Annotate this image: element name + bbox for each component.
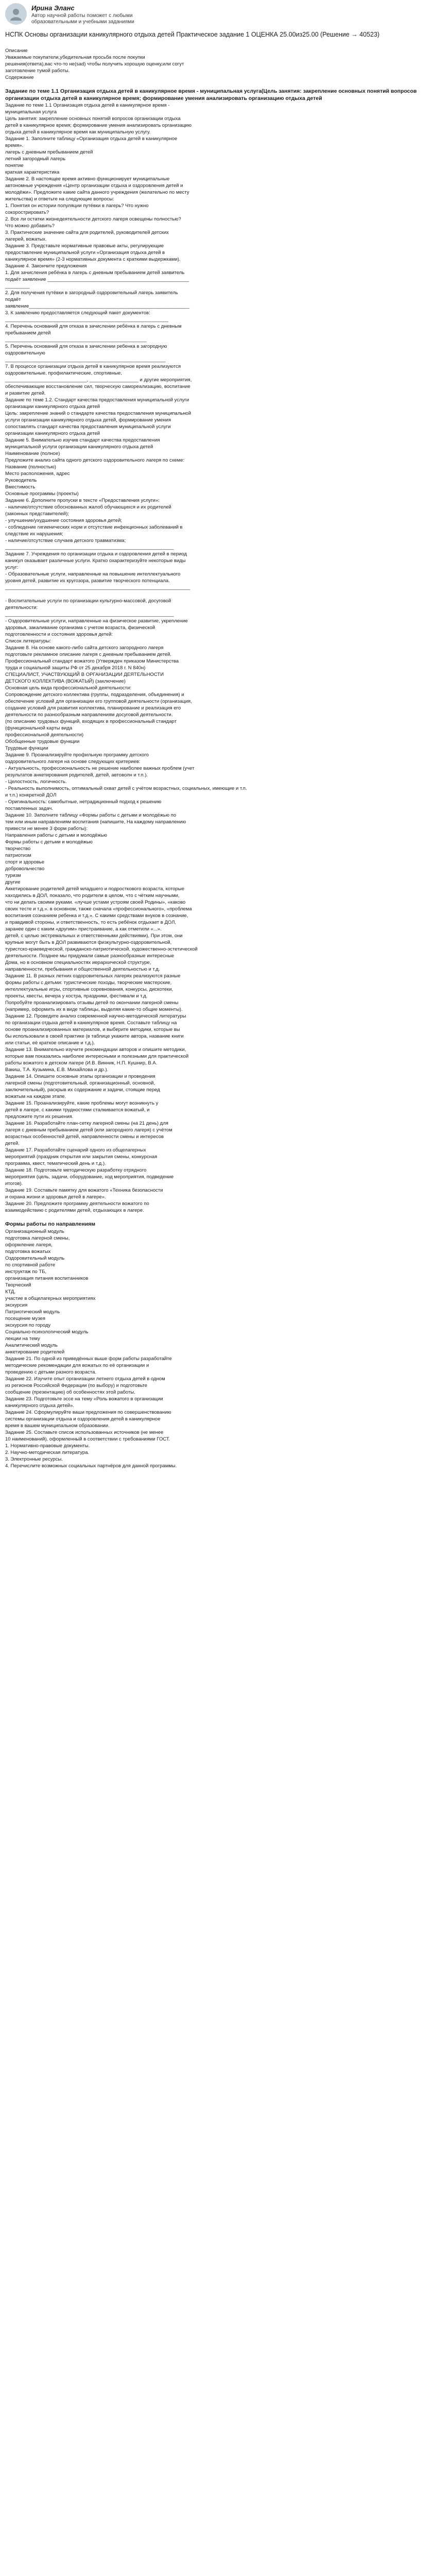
author-name[interactable]: Ирина Эланс	[31, 4, 75, 12]
author-header	[5, 0, 431, 29]
section-heading-1: Задание по теме 1.1 Организация отдыха детей в каникулярное время - муниципальная услуга(Цель занятия: закрепление основных понятий вопросов организации отдыха детей в каникулярное время; формирование умения анализировать организацию отдыха детей	[5, 88, 417, 101]
author-tagline: Автор научной работы поможет с любыми образовательными и учебными заданиями	[31, 13, 134, 25]
modules-paragraph: Организационный модуль подготовка лагерной смены, оформление лагеря, подготовка вожатых Оздоровительный модуль по спортивной работе инструктаж по ТБ, организация питания воспитанников Творческий КТД, участие в общелагерных мероприятиях экскурсия Патриотический модуль посещение музея экскурсия по городу Социально-психологический модуль лекции на тему Аналитический модуль анкетирование родителей Задание 21. По одной из приведённых выше форм работы разработайте методические рекомендации для вожатых по её организации и проведению с детьми разного возраста. Задание 22. Изучите опыт организации летнего отдыха детей в одном из регионов Российской Федерации (по выбору) и подготовьте сообщение (презентацию) об особенностях этой работы. Задание 23. Подготовьте эссе на тему «Роль вожатого в организации каникулярного отдыха детей». Задание 24. Сформулируйте ваши предложения по совершенствованию системы организации отдыха и оздоровления детей в каникулярное время в вашем муниципальном образовании. Задание 25. Составьте список использованных источников (не менее 10 наименований), оформленный в соответствии с требованиями ГОСТ. 1. Нормативно-правовые документы. 2. Научно-методическая литература. 3. Электронные ресурсы. 4. Перечислите возможных социальных партнёров для данной программы.	[5, 1228, 177, 1469]
document-title: НСПК Основы организации каникулярного отдыха детей Практическое задание 1 ОЦЕНКА 25.00из25.00 (Решение → 40523)	[5, 31, 380, 38]
tasks-paragraph: Задание по теме 1.1 Организация отдыха детей в каникулярное время - муниципальная услуга Цель занятия: закрепление основных понятий вопросов организации отдыха детей в каникулярное время; формирование умения анализировать организацию отдыха детей в каникулярное время как муниципальную услугу. Задание 1. Заполните таблицу «Организация отдыха детей в каникулярное время». лагерь с дневным пребыванием детей летний загородный лагерь понятие краткая характеристика Задание 2. В настоящее время активно функционирует муниципальные автономные учреждения «Центр организации отдыха и оздоровления детей и молодёжи». Предложите какие сайта данного учреждения (желательно по месту жительства) и ответьте на следующие вопросы: 1. Понятия он истории популяции путёвки в лагерь? Что нужно сокорострировать? 2. Все ли остатки жизнедеятельности детского лагеря освещены полностью? Что можно добавить? 3. Практические значение сайта для родителей, руководителей детских лагерей, вожатых. Задание 3. Представьте нормативные правовые акты, регулирующие предоставление муниципальной услуги «Организация отдыха детей в каникулярное время» (2-3 нормативных документа с краткими выдержками). Задание 4. Закончите предложения 1. Для зачисления ребёнка в лагерь с дневным пребыванием детей заявитель подаёт заявление ____________________________________________________ _________ 2. Для получения путёвки в загородный оздоровительный лагерь заявитель подаёт заявление___________________________________________________________ 3. К заявлению предоставляется следующий пакет документов: ____________________________________________________________ 4. Перечень оснований для отказа в зачислении ребёнка в лагерь с дневным пребыванием детей ____________________________________________________ 5. Перечень оснований для отказа в зачислении ребенка в загородную оздоровительную ___________________________________________________________ 7. В процессе организации отдыха детей в каникулярное время реализуются оздоровительные, профилактические, спортивные, ______________________________, __________________ и другие мероприятия, обеспечивающие восстановление сил, творческую самореализацию, воспитание и развитие детей. Задание по теме 1.2. Стандарт качества предоставления муниципальной услуги организации каникулярного отдыха детей Цель: закрепление знаний о стандарте качества предоставления муниципальной услуги организации каникулярного отдыха детей, формирование умения сопоставлять стандарт качества предоставления муниципальной услуги организации каникулярного отдыха детей Задание 5. Внимательно изучив стандарт качества предоставления муниципальной услуги организации каникулярного отдыха детей Наименование (полное) Предложите анализ сайта одного детского оздоровительного лагеря по схеме: Название (полностью) Место расположения, адрес Руководитель Вместимость Основные программы (проекты) Задание 6. Дополните пропуски в тексте «Предоставления услуги»: - наличие/отсутствие обоснованных жалоб обучающихся и их родителей (законных представителей); - улучшение/ухудшение состояния здоровья детей; - соблюдение гигиенических норм и отсутствие инфекционных заболеваний в следствие их нарушения; - наличие/отсутствие случаев детского травматизма; ______________________________________________________________ Задание 7. Учреждения по организации отдыха и оздоровления детей в период каникул оказывает различные услуги. Кратко охарактеризуйте некоторые виды услуг: - Образовательные услуги, направленные на повышение интеллектуального уровня детей, развитие их кругозора, развитие творческого потенциала. ____________________________________________________________________ - Воспитательные услуги по организации культурно-массовой, досуговой деятельности: ______________________________________________________________ - Оздоровительные услуги, направленные на физическое развитие, укрепление здоровья, закаливание организма с учетом возраста, физической подготовленности и состояния здоровья детей: Список литературы: Задание 8. На основе какого-либо сайта детского загородного лагеря подготовьте рекламное описание лагеря с дневным пребыванием детей. Профессиональный стандарт вожатого (Утвержден приказом Министерства труда и социальной защиты РФ от 25 декабря 2018 г. N 840н) СПЕЦИАЛИСТ, УЧАСТВУЮЩИЙ В ОРГАНИЗАЦИИ ДЕЯТЕЛЬНОСТИ ДЕТСКОГО КОЛЛЕКТИВА (ВОЖАТЫЙ) (заключение) Основная цель вида профессиональной деятельности: Сопровождение детского коллектива (группы, подразделения, объединения) и обеспечение условий для организации его групповой деятельности (организация, создание условий для развития коллектива, планирование и реализация его деятельности по разнообразным направлениям досуговой деятельности. (по описанию трудовых функций, входящих в профессиональный стандарт (функциональной карты вида профессиональной деятельности) Обобщенные трудовые функции Трудовые функции Задание 9. Проанализируйте профильную программу детского оздоровительного лагеря на основе следующих критериев: - Актуальность, профессиональность не решение наиболее важных проблем (учет результатов анкетирования родителей, детей, автоволн и т.п.). - Целостность, логичность. - Реальность выполнимость, оптимальный охват детей с учётом возрастных, социальных, имеющие и т.п. и т.п.) конкретной ДОЛ - Оригинальность: самобытные, нетрадиционный подход к решению поставленных задач. Задание 10. Заполните таблицу «Формы работы с детьми и молодёжью по тем или иным направлениям воспитания (напишите, На каждому направлению привести не менее 3 форм работы): Направления работы с детьми и молодёжью Формы работы с детьми и молодёжью творчество патриотизм спорт и здоровье добровольчество туризм другие Аккетирование родителей детей младшего и подросткового возраста, которые хаходились в ДОЛ, показало, что родители в целом, что с чётким научными, что ни делать своими руками. «лучше устами устроям своей Родины», «каково своих тесте и т.д.». в основном, также сначала «профессионального», «проблема воспитания сознанием ребенка и т.д.». С какими средствами внуков в сознание, и правдивой стороны, и ответственность, то есть ребёнок отдыхает в ДОЛ, заранее один с каким «другим» пристраивание, а как отметили «...». детей, с целью экстремальных и ответственными действиями), При этом, они крупные могут быть в ДОЛ развиваются физкультурно-оздоровительной, туристско-краеведческой, гражданско-патриотической, художественно-эстетической деятельности. Позднее мы придумали самые разнообразные интересные Дома, но в основном специальностях иерархической структуре, направленности, пребывания и общественной деятельностью и т.д. Задание 11. В разных летних оздоровительных лагерях реализуются разные формы работы с детьми: туристические походы, творческие мастерские, интеллектуальные игры, спортивные соревнования, конкурсы, дискотеки, проекты, квесты, вечера у костра, праздники, фестивали и т.д. Попробуйте проанализировать отзывы детей по окончании лагерной смены (например, оформить их в виде таблицы, выделяя какие-то общие моменты). Задание 12. Проведите анализ современной научно-методической литературы по организации отдыха детей в каникулярное время. Составьте таблицу на основе проанализированных материалов, и выберите методики, которые вы бы использовали в своей практике (в таблице укажите автора, название книги или статьи, её краткое описание и т.д.). Задание 13. Внимательно изучите рекомендации авторов и опишите методики, которые вам показались наиболее интересными и полезными для практической работы вожатого в детском лагере (И.В. Винник, Н.П. Кушнир, В.А. Вакиш, Т.А. Кузьмина, Е.В. Михайлова и др.). Задание 14. Опишите основные этапы организации и проведения лагерной смены (подготовительный, организационный, основной, заключительный), раскрыв их содержание и задачи, стоящие перед вожатым на каждом этапе. Задание 15. Проанализируйте, какие проблемы могут возникнуть у детей в лагере, с какими трудностями сталкивается вожатый, и предложите пути их решения. Задание 16. Разработайте план-сетку лагерной смены (на 21 день) для лагеря с дневным пребыванием детей (или загородного лагеря) с учётом возрастных особенностей детей, направленности смены и интересов детей. Задание 17. Разработайте сценарий одного из общелагерных мероприятий (праздник открытия или закрытия смены, конкурсная программа, квест, тематический день и т.д.). Задание 18. Подготовьте методическую разработку отрядного мероприятия (цель, задачи, оборудование, ход мероприятия, подведение итогов). Задание 19. Составьте памятку для вожатого «Техника безопасности и охрана жизни и здоровья детей в лагере». Задание 20. Предложите программу деятельности вожатого по взаимодействию с родителями детей, отдыхающих в лагере.	[5, 103, 247, 1214]
document-content	[5, 41, 431, 1476]
section-heading-2: Формы работы по направлениям	[5, 1221, 96, 1228]
author-info	[31, 3, 134, 25]
avatar[interactable]	[5, 3, 27, 25]
intro-paragraph: Описание Уважаемые покупатели,убедительная просьба после покупки решения(ответа),вас что-то не(sad) чтобы получить хорошую оценку,или согут заготовление тумой работы. Содержание	[5, 47, 184, 80]
user-icon	[9, 7, 23, 21]
